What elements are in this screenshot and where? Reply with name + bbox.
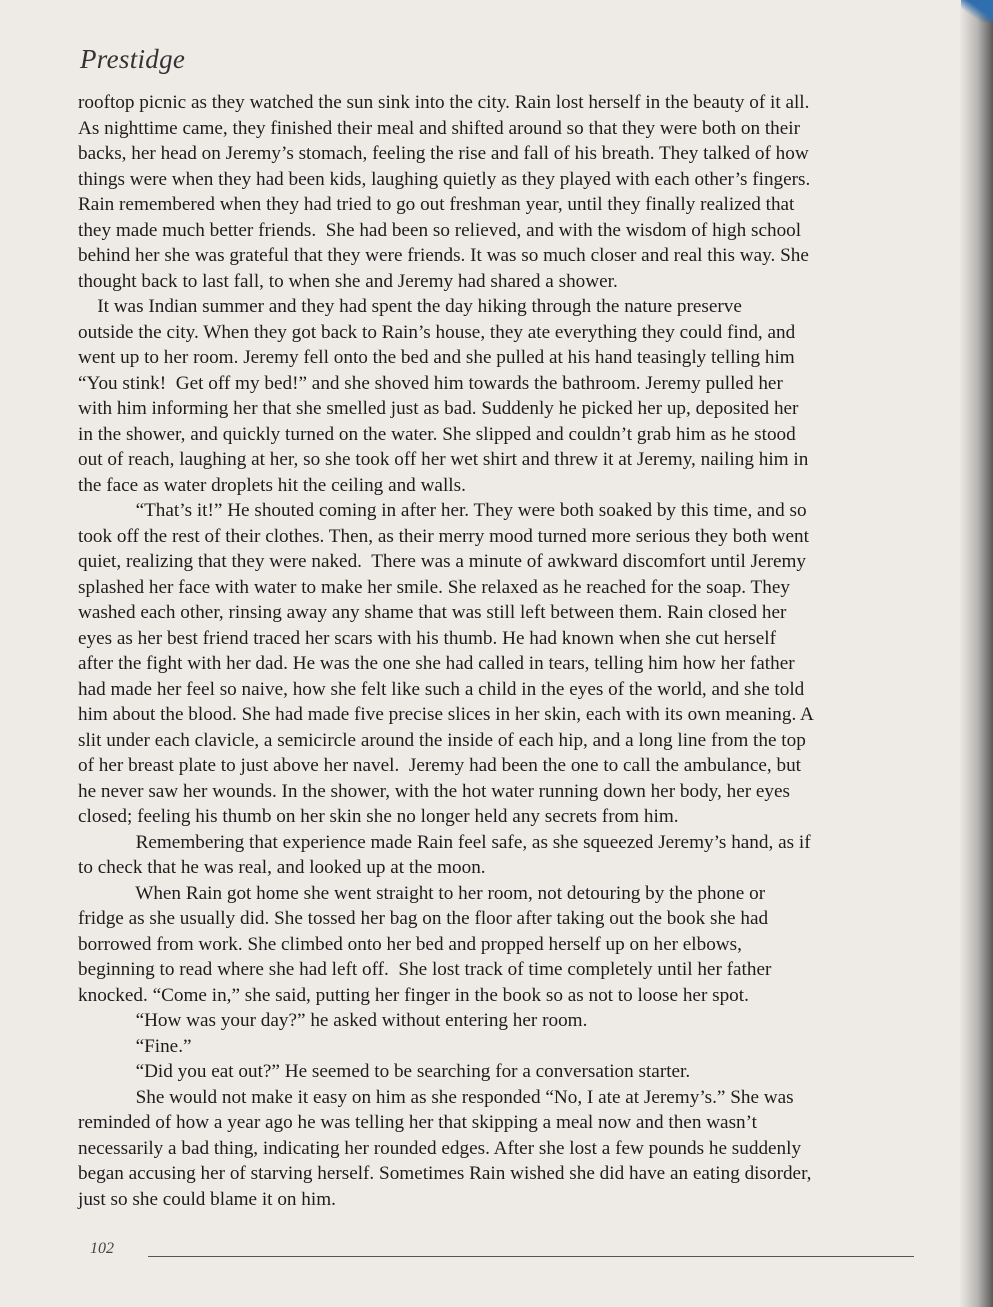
text-line: backs, her head on Jeremy’s stomach, feeling the rise and fall of his breath. They talked of how bbox=[78, 143, 809, 164]
text-line: with him informing her that she smelled just as bad. Suddenly he picked her up, deposited her bbox=[78, 398, 799, 419]
text-line: behind her she was grateful that they were friends. It was so much closer and real this way. She bbox=[78, 245, 809, 266]
text-line: “Fine.” bbox=[78, 1035, 192, 1057]
text-line: necessarily a bad thing, indicating her rounded edges. After she lost a few pounds he suddenly bbox=[78, 1137, 802, 1159]
text-line: had made her feel so naive, how she felt like such a child in the eyes of the world, and she told bbox=[78, 678, 805, 700]
text-line: “You stink! Get off my bed!” and she shoved him towards the bathroom. Jeremy pulled her bbox=[78, 372, 783, 394]
text-line: he never saw her wounds. In the shower, with the hot water running down her body, her eyes bbox=[78, 780, 790, 802]
page-number: 102 bbox=[90, 1240, 114, 1257]
text-line: to check that he was real, and looked up at the moon. bbox=[78, 857, 486, 878]
text-line: eyes as her best friend traced her scars with his thumb. He had known when she cut herself bbox=[78, 627, 776, 649]
text-line: Rain remembered when they had tried to go out freshman year, until they finally realized that bbox=[78, 194, 795, 215]
text-line: borrowed from work. She climbed onto her bed and propped herself up on her elbows, bbox=[78, 933, 742, 955]
body-text bbox=[78, 90, 968, 1212]
text-line: just so she could blame it on him. bbox=[78, 1188, 336, 1210]
text-line: reminded of how a year ago he was telling her that skipping a meal now and then wasn’t bbox=[78, 1112, 758, 1133]
text-line: “Did you eat out?” He seemed to be searching for a conversation starter. bbox=[78, 1061, 691, 1082]
text-line: after the fight with her dad. He was the one she had called in tears, telling him how her father bbox=[78, 653, 795, 674]
text-line: the face as water droplets hit the ceiling and walls. bbox=[78, 474, 466, 496]
corner-tab-mark bbox=[961, 0, 993, 22]
text-line: took off the rest of their clothes. Then, as their merry mood turned more serious they both went bbox=[78, 525, 809, 547]
text-line: began accusing her of starving herself. Sometimes Rain wished she did have an eating disorder, bbox=[78, 1163, 812, 1184]
text-line: of her breast plate to just above her navel. Jeremy had been the one to call the ambulance, but bbox=[78, 755, 801, 776]
text-line: It was Indian summer and they had spent the day hiking through the nature preserve bbox=[78, 296, 742, 317]
text-line: washed each other, rinsing away any shame that was still left between them. Rain closed her bbox=[78, 602, 787, 623]
text-line: fridge as she usually did. She tossed her bag on the floor after taking out the book she had bbox=[78, 908, 769, 929]
text-line: slit under each clavicle, a semicircle around the inside of each hip, and a long line from the top bbox=[78, 729, 806, 751]
text-line: went up to her room. Jeremy fell onto the bed and she pulled at his hand teasingly telling him bbox=[78, 347, 795, 368]
text-line: Remembering that experience made Rain feel safe, as she squeezed Jeremy’s hand, as if bbox=[78, 831, 811, 853]
text-line: him about the blood. She had made five precise slices in her skin, each with its own meaning. A bbox=[78, 704, 814, 725]
text-line: “That’s it!” He shouted coming in after her. They were both soaked by this time, and so bbox=[78, 500, 807, 521]
text-line: When Rain got home she went straight to her room, not detouring by the phone or bbox=[78, 882, 766, 904]
text-line: rooftop picnic as they watched the sun sink into the city. Rain lost herself in the beauty of it all. bbox=[78, 92, 810, 113]
text-line: She would not make it easy on him as she responded “No, I ate at Jeremy’s.” She was bbox=[78, 1086, 794, 1108]
footer-rule bbox=[148, 1256, 914, 1257]
text-line: beginning to read where she had left off. She lost track of time completely until her father bbox=[78, 959, 772, 980]
text-line: out of reach, laughing at her, so she took off her wet shirt and threw it at Jeremy, nailing him in bbox=[78, 449, 809, 470]
text-line: things were when they had been kids, laughing quietly as they played with each other’s fingers. bbox=[78, 168, 811, 190]
text-line: knocked. “Come in,” she said, putting her finger in the book so as not to loose her spot. bbox=[78, 984, 749, 1006]
text-line: “How was your day?” he asked without entering her room. bbox=[78, 1010, 588, 1031]
text-line: outside the city. When they got back to Rain’s house, they ate everything they could find, and bbox=[78, 321, 796, 343]
text-line: closed; feeling his thumb on her skin she no longer held any secrets from him. bbox=[78, 806, 679, 827]
text-line: As nighttime came, they finished their meal and shifted around so that they were both on their bbox=[78, 117, 801, 139]
text-line: thought back to last fall, to when she and Jeremy had shared a shower. bbox=[78, 270, 618, 292]
text-line: splashed her face with water to make her smile. She relaxed as he reached for the soap. They bbox=[78, 576, 790, 598]
text-line: in the shower, and quickly turned on the water. She slipped and couldn’t grab him as he stood bbox=[78, 423, 796, 445]
text-line: they made much better friends. She had been so relieved, and with the wisdom of high school bbox=[78, 219, 802, 241]
text-line: quiet, realizing that they were naked. There was a minute of awkward discomfort until Jeremy bbox=[78, 551, 806, 572]
running-head: Prestidge bbox=[80, 44, 186, 74]
